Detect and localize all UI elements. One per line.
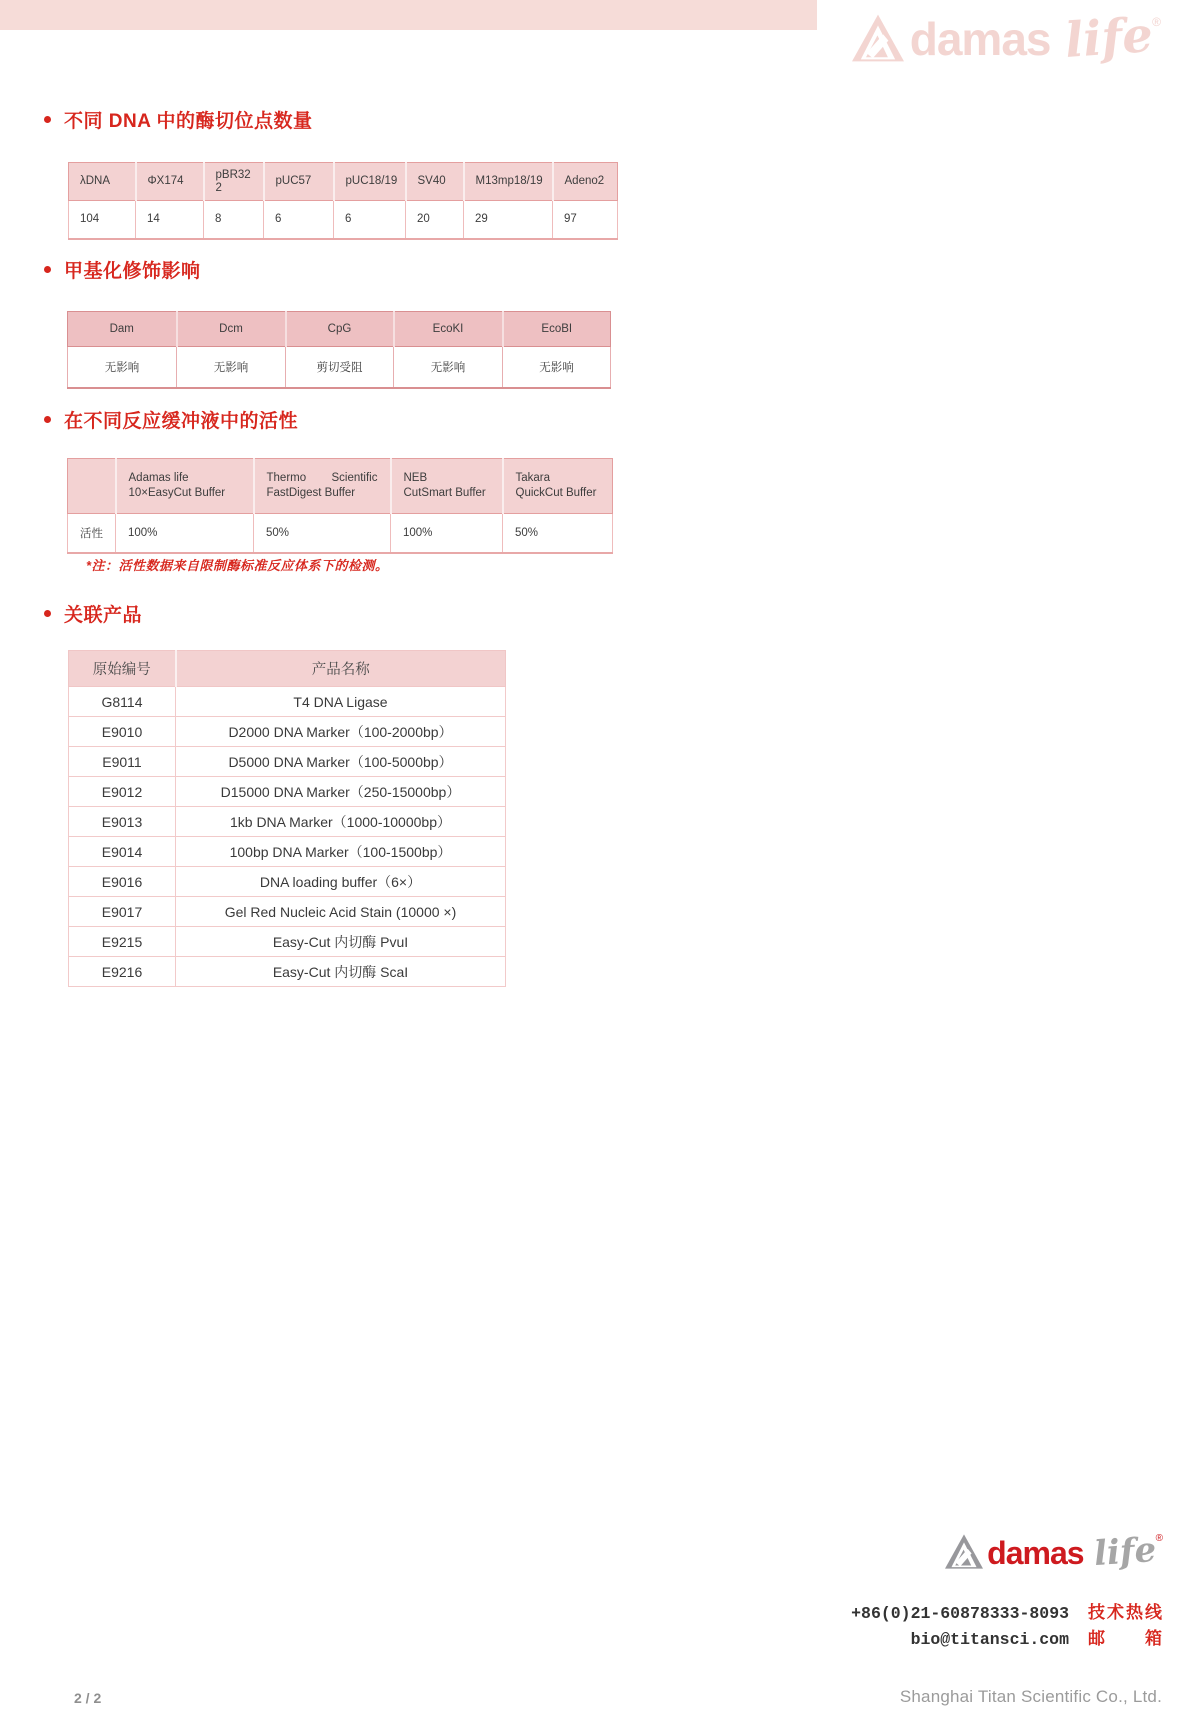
- product-code: G8114: [69, 687, 176, 717]
- site-count: 14: [136, 201, 204, 239]
- methylation-effect: 无影响: [177, 347, 286, 388]
- site-count: 6: [264, 201, 334, 239]
- activity-value: 100%: [391, 514, 503, 553]
- activity-note: *注：活性数据来自限制酶标准反应体系下的检测。: [86, 558, 389, 573]
- product-code: E9215: [69, 927, 176, 957]
- product-row: [69, 957, 506, 987]
- brand-logo-bottom: [945, 1529, 1163, 1575]
- column-header: Dam: [68, 312, 177, 347]
- activity-value: 50%: [254, 514, 391, 553]
- registered-mark-icon: ®: [1155, 1533, 1163, 1544]
- methylation-table: [67, 311, 611, 389]
- column-header: λDNA: [69, 163, 136, 201]
- hotline-label: 技术热线: [1088, 1603, 1162, 1622]
- site-count: 6: [334, 201, 406, 239]
- table-header-row: [68, 459, 613, 514]
- product-row: [69, 717, 506, 747]
- column-header: SV40: [406, 163, 464, 201]
- dna-sites-table: [68, 162, 618, 240]
- table-value-row: [68, 347, 611, 388]
- product-row: [69, 687, 506, 717]
- product-name: D2000 DNA Marker（100-2000bp）: [176, 717, 506, 747]
- brand-wordmark: damas: [987, 1535, 1084, 1571]
- product-name: Gel Red Nucleic Acid Stain (10000 ×): [176, 897, 506, 927]
- product-row: [69, 747, 506, 777]
- column-header: Dcm: [177, 312, 286, 347]
- product-name: Easy-Cut 内切酶 ScaI: [176, 957, 506, 987]
- section-title-related-products: 关联产品: [44, 600, 142, 627]
- section-title-dna-sites: 不同 DNA 中的酶切位点数量: [44, 106, 313, 133]
- product-name: DNA loading buffer（6×）: [176, 867, 506, 897]
- site-count: 97: [553, 201, 618, 239]
- section-title-methylation: 甲基化修饰影响: [44, 256, 201, 283]
- email-label: 邮箱: [1088, 1629, 1162, 1648]
- product-name: T4 DNA Ligase: [176, 687, 506, 717]
- column-header-buffer: Takara QuickCut Buffer: [503, 459, 613, 514]
- table-header-row: [68, 312, 611, 347]
- product-code: E9216: [69, 957, 176, 987]
- buffer-activity-table: [67, 458, 613, 554]
- email-row: [851, 1624, 1162, 1650]
- product-row: [69, 897, 506, 927]
- column-header-buffer: Thermo Scientific FastDigest Buffer: [254, 459, 391, 514]
- column-header: CpG: [286, 312, 394, 347]
- product-code: E9014: [69, 837, 176, 867]
- brand-wordmark: damas: [909, 13, 1051, 65]
- product-code: E9012: [69, 777, 176, 807]
- contact-block: [851, 1598, 1162, 1650]
- column-header: pUC57: [264, 163, 334, 201]
- product-name: D15000 DNA Marker（250-15000bp）: [176, 777, 506, 807]
- bullet-icon: [44, 116, 51, 123]
- registered-mark-icon: ®: [1152, 15, 1161, 29]
- site-count: 8: [204, 201, 264, 239]
- activity-value: 50%: [503, 514, 613, 553]
- adamas-triangle-icon: [852, 14, 904, 62]
- product-name: D5000 DNA Marker（100-5000bp）: [176, 747, 506, 777]
- brand-life-script: life: [1092, 1529, 1157, 1575]
- email-address: bio@titansci.com: [910, 1630, 1069, 1649]
- product-row: [69, 777, 506, 807]
- product-name: 1kb DNA Marker（1000-10000bp）: [176, 807, 506, 837]
- methylation-effect: 无影响: [503, 347, 611, 388]
- column-header-code: 原始编号: [69, 651, 176, 687]
- activity-row-label: 活性: [68, 514, 116, 553]
- company-name: Shanghai Titan Scientific Co., Ltd.: [899, 1687, 1162, 1706]
- empty-corner-cell: [68, 459, 116, 514]
- column-header: M13mp18/19: [464, 163, 553, 201]
- hotline-number: +86(0)21-60878333-8093: [851, 1604, 1069, 1623]
- hotline-row: [851, 1598, 1162, 1624]
- related-products-table: [68, 650, 506, 987]
- column-header: ΦX174: [136, 163, 204, 201]
- methylation-effect: 剪切受阻: [286, 347, 394, 388]
- bullet-icon: [44, 416, 51, 423]
- methylation-effect: 无影响: [68, 347, 177, 388]
- product-code: E9011: [69, 747, 176, 777]
- product-code: E9016: [69, 867, 176, 897]
- product-code: E9010: [69, 717, 176, 747]
- column-header-buffer: NEB CutSmart Buffer: [391, 459, 503, 514]
- adamas-triangle-icon: [945, 1534, 983, 1569]
- column-header-name: 产品名称: [176, 651, 506, 687]
- product-name: 100bp DNA Marker（100-1500bp）: [176, 837, 506, 867]
- section-title-buffer-activity: 在不同反应缓冲液中的活性: [44, 406, 298, 433]
- product-row: [69, 807, 506, 837]
- table-value-row: [68, 514, 613, 553]
- product-row: [69, 867, 506, 897]
- brand-life-script: life: [1062, 7, 1155, 69]
- column-header: pBR322: [204, 163, 264, 201]
- table-header-row: [69, 163, 618, 201]
- column-header: Adeno2: [553, 163, 618, 201]
- column-header-buffer: Adamas life 10×EasyCut Buffer: [116, 459, 254, 514]
- column-header: pUC18/19: [334, 163, 406, 201]
- page-number: 2 / 2: [74, 1690, 102, 1706]
- bullet-icon: [44, 266, 51, 273]
- column-header: EcoBI: [503, 312, 611, 347]
- site-count: 29: [464, 201, 553, 239]
- product-name: Easy-Cut 内切酶 PvuI: [176, 927, 506, 957]
- site-count: 104: [69, 201, 136, 239]
- product-row: [69, 837, 506, 867]
- activity-value: 100%: [116, 514, 254, 553]
- brand-logo-top: [852, 7, 1161, 69]
- product-row: [69, 927, 506, 957]
- site-count: 20: [406, 201, 464, 239]
- table-value-row: [69, 201, 618, 239]
- methylation-effect: 无影响: [394, 347, 503, 388]
- product-code: E9017: [69, 897, 176, 927]
- column-header: EcoKI: [394, 312, 503, 347]
- product-code: E9013: [69, 807, 176, 837]
- table-header-row: [69, 651, 506, 687]
- top-accent-bar: [0, 0, 817, 30]
- bullet-icon: [44, 610, 51, 617]
